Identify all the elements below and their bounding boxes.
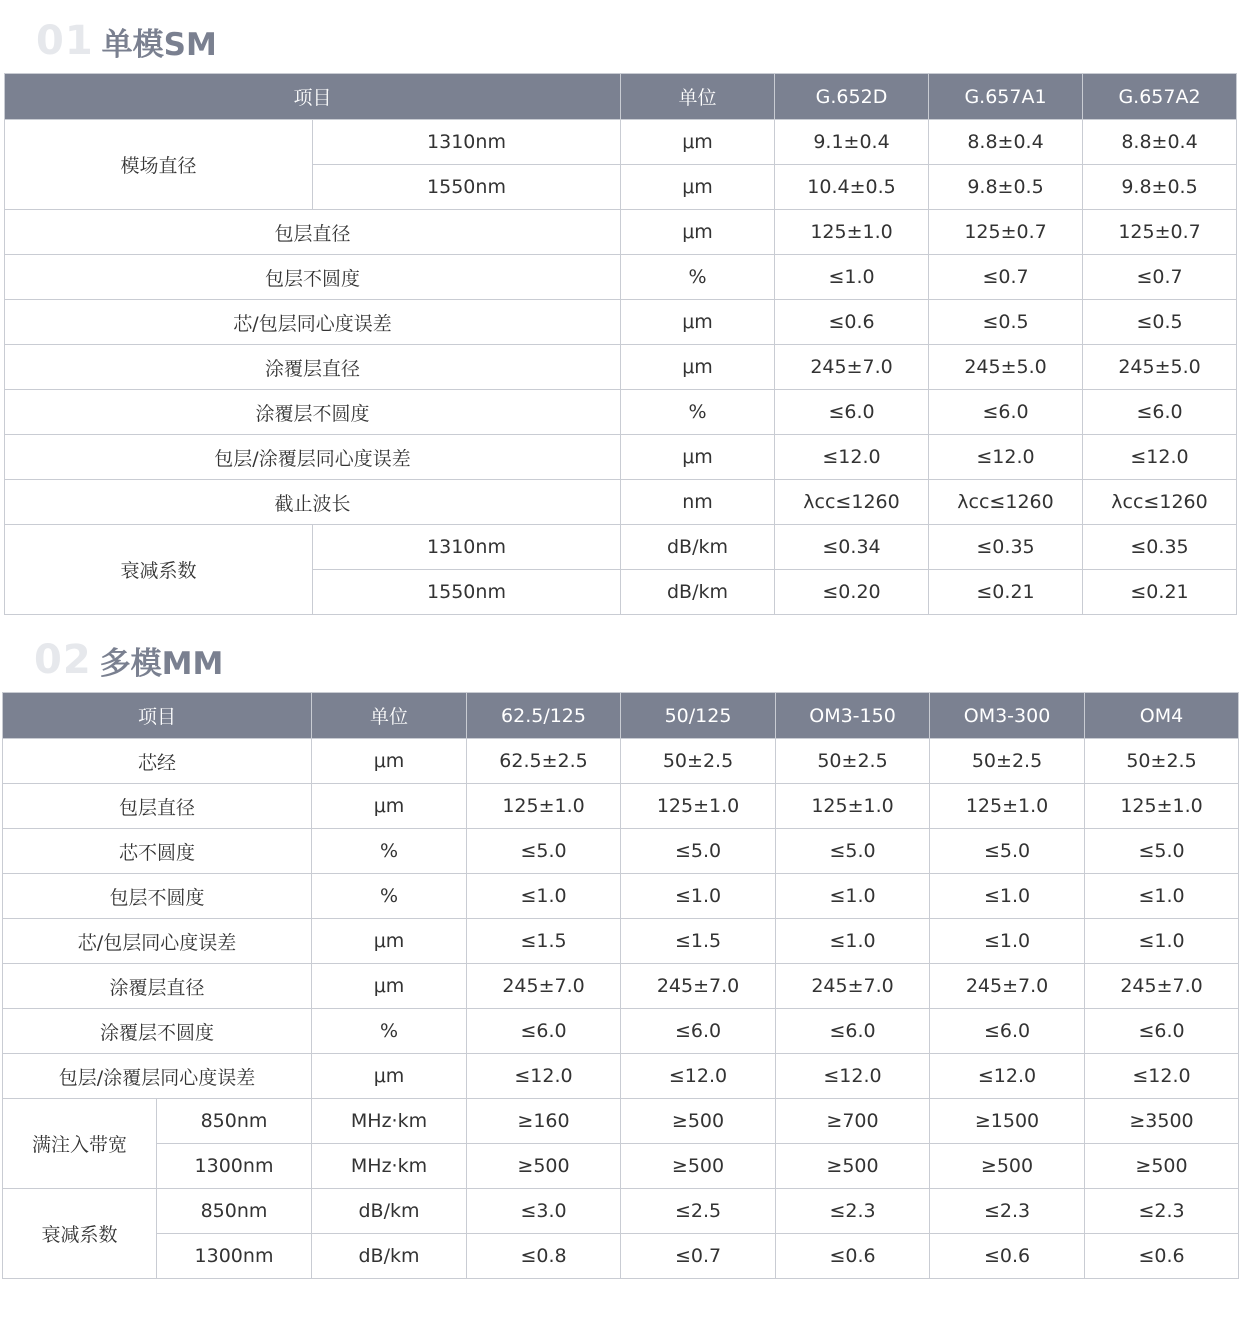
header-50-125: 50/125	[621, 693, 776, 739]
cell-value: ≥500	[776, 1144, 930, 1189]
row-sublabel: 1300nm	[157, 1234, 312, 1279]
row-unit: MHz·km	[312, 1099, 467, 1144]
row-unit: μm	[621, 165, 775, 210]
row-sublabel: 1310nm	[313, 120, 621, 165]
cell-value: ≤1.0	[776, 874, 930, 919]
row-label: 模场直径	[5, 120, 313, 210]
cell-value: ≤1.0	[776, 919, 930, 964]
cell-value: ≤5.0	[776, 829, 930, 874]
cell-value: 125±1.0	[776, 784, 930, 829]
section-number: 01	[36, 18, 94, 64]
table-row	[3, 784, 1239, 829]
cell-value: 125±1.0	[930, 784, 1085, 829]
header-g657a1: G.657A1	[929, 74, 1083, 120]
multi-mode-spec-table	[2, 692, 1239, 1279]
cell-value: ≤12.0	[467, 1054, 621, 1099]
row-label: 涂覆层不圆度	[3, 1009, 312, 1054]
row-label: 衰减系数	[5, 525, 313, 615]
cell-value: ≤0.5	[929, 300, 1083, 345]
section-heading: 多模MM	[99, 645, 224, 682]
cell-value: ≤6.0	[775, 390, 929, 435]
cell-value: 245±5.0	[1083, 345, 1237, 390]
header-om4: OM4	[1085, 693, 1239, 739]
header-om3-300: OM3-300	[930, 693, 1085, 739]
table-row	[5, 120, 1237, 165]
cell-value: ≤12.0	[776, 1054, 930, 1099]
cell-value: ≤5.0	[621, 829, 776, 874]
table-row	[3, 739, 1239, 784]
row-unit: μm	[312, 1054, 467, 1099]
table-row	[5, 435, 1237, 480]
cell-value: 245±7.0	[775, 345, 929, 390]
table-header-row	[3, 693, 1239, 739]
cell-value: ≤12.0	[1085, 1054, 1239, 1099]
row-unit: μm	[312, 739, 467, 784]
section-title-mm	[34, 635, 223, 685]
cell-value: 125±1.0	[775, 210, 929, 255]
row-unit: μm	[312, 784, 467, 829]
row-unit: %	[312, 874, 467, 919]
cell-value: ≤0.7	[621, 1234, 776, 1279]
table-row	[5, 390, 1237, 435]
cell-value: λcc≤1260	[775, 480, 929, 525]
cell-value: ≤0.34	[775, 525, 929, 570]
table-row	[3, 874, 1239, 919]
row-label: 衰减系数	[3, 1189, 157, 1279]
section-heading: 单模SM	[101, 26, 217, 63]
row-unit: %	[312, 829, 467, 874]
cell-value: ≤1.0	[467, 874, 621, 919]
section-number: 02	[34, 637, 92, 683]
row-label: 包层直径	[3, 784, 312, 829]
cell-value: ≤6.0	[1085, 1009, 1239, 1054]
cell-value: ≤6.0	[1083, 390, 1237, 435]
cell-value: ≤0.6	[930, 1234, 1085, 1279]
row-label: 涂覆层不圆度	[5, 390, 621, 435]
cell-value: 9.8±0.5	[1083, 165, 1237, 210]
row-unit: dB/km	[621, 525, 775, 570]
cell-value: 125±1.0	[1085, 784, 1239, 829]
cell-value: 125±0.7	[1083, 210, 1237, 255]
row-unit: %	[621, 390, 775, 435]
cell-value: λcc≤1260	[929, 480, 1083, 525]
cell-value: 9.8±0.5	[929, 165, 1083, 210]
row-label: 芯不圆度	[3, 829, 312, 874]
row-unit: μm	[621, 345, 775, 390]
table-row	[5, 480, 1237, 525]
table-row	[3, 1099, 1239, 1144]
cell-value: ≤6.0	[467, 1009, 621, 1054]
row-label: 芯/包层同心度误差	[5, 300, 621, 345]
header-item: 项目	[3, 693, 312, 739]
cell-value: ≤1.0	[1085, 874, 1239, 919]
cell-value: ≥160	[467, 1099, 621, 1144]
cell-value: 125±1.0	[621, 784, 776, 829]
cell-value: ≥3500	[1085, 1099, 1239, 1144]
row-label: 包层直径	[5, 210, 621, 255]
row-label: 芯/包层同心度误差	[3, 919, 312, 964]
header-g652d: G.652D	[775, 74, 929, 120]
cell-value: ≤1.0	[930, 919, 1085, 964]
table-row	[5, 255, 1237, 300]
cell-value: 245±7.0	[467, 964, 621, 1009]
cell-value: 245±7.0	[621, 964, 776, 1009]
cell-value: 125±0.7	[929, 210, 1083, 255]
cell-value: 9.1±0.4	[775, 120, 929, 165]
row-label: 芯经	[3, 739, 312, 784]
cell-value: ≤12.0	[1083, 435, 1237, 480]
row-sublabel: 1310nm	[313, 525, 621, 570]
cell-value: 125±1.0	[467, 784, 621, 829]
row-sublabel: 850nm	[157, 1099, 312, 1144]
cell-value: ≥700	[776, 1099, 930, 1144]
cell-value: ≤12.0	[775, 435, 929, 480]
header-unit: 单位	[621, 74, 775, 120]
cell-value: ≤12.0	[621, 1054, 776, 1099]
cell-value: ≤5.0	[1085, 829, 1239, 874]
cell-value: ≤12.0	[930, 1054, 1085, 1099]
header-unit: 单位	[312, 693, 467, 739]
cell-value: ≤0.35	[929, 525, 1083, 570]
header-om3-150: OM3-150	[776, 693, 930, 739]
cell-value: 245±7.0	[1085, 964, 1239, 1009]
cell-value: ≥500	[930, 1144, 1085, 1189]
cell-value: ≤0.6	[776, 1234, 930, 1279]
cell-value: 8.8±0.4	[929, 120, 1083, 165]
cell-value: ≤0.21	[929, 570, 1083, 615]
row-unit: μm	[621, 210, 775, 255]
row-label: 包层不圆度	[5, 255, 621, 300]
row-unit: μm	[621, 435, 775, 480]
row-unit: μm	[621, 300, 775, 345]
cell-value: ≤2.5	[621, 1189, 776, 1234]
table-row	[5, 300, 1237, 345]
row-label: 涂覆层直径	[3, 964, 312, 1009]
cell-value: ≥500	[467, 1144, 621, 1189]
table-row	[3, 1054, 1239, 1099]
cell-value: λcc≤1260	[1083, 480, 1237, 525]
cell-value: 8.8±0.4	[1083, 120, 1237, 165]
header-item: 项目	[5, 74, 621, 120]
cell-value: ≥500	[621, 1144, 776, 1189]
header-62-5-125: 62.5/125	[467, 693, 621, 739]
row-label: 包层/涂覆层同心度误差	[5, 435, 621, 480]
cell-value: ≤1.5	[621, 919, 776, 964]
cell-value: 50±2.5	[621, 739, 776, 784]
header-g657a2: G.657A2	[1083, 74, 1237, 120]
row-unit: %	[621, 255, 775, 300]
row-label: 满注入带宽	[3, 1099, 157, 1189]
table-row	[5, 345, 1237, 390]
cell-value: ≤1.0	[930, 874, 1085, 919]
cell-value: ≤0.7	[929, 255, 1083, 300]
cell-value: ≤0.21	[1083, 570, 1237, 615]
cell-value: 62.5±2.5	[467, 739, 621, 784]
cell-value: ≤0.5	[1083, 300, 1237, 345]
row-unit: dB/km	[312, 1189, 467, 1234]
cell-value: ≤6.0	[776, 1009, 930, 1054]
row-unit: dB/km	[621, 570, 775, 615]
row-unit: μm	[312, 964, 467, 1009]
cell-value: ≤2.3	[776, 1189, 930, 1234]
row-unit: nm	[621, 480, 775, 525]
cell-value: ≥500	[621, 1099, 776, 1144]
cell-value: ≤0.6	[1085, 1234, 1239, 1279]
row-label: 包层不圆度	[3, 874, 312, 919]
section-title-sm	[36, 16, 217, 66]
row-unit: μm	[621, 120, 775, 165]
table-row	[3, 1009, 1239, 1054]
cell-value: 245±5.0	[929, 345, 1083, 390]
cell-value: ≥1500	[930, 1099, 1085, 1144]
cell-value: ≤6.0	[929, 390, 1083, 435]
cell-value: 245±7.0	[776, 964, 930, 1009]
cell-value: ≤1.0	[775, 255, 929, 300]
cell-value: 50±2.5	[930, 739, 1085, 784]
cell-value: ≤5.0	[467, 829, 621, 874]
row-unit: dB/km	[312, 1234, 467, 1279]
cell-value: ≤6.0	[930, 1009, 1085, 1054]
row-unit: μm	[312, 919, 467, 964]
table-row	[3, 829, 1239, 874]
cell-value: ≤5.0	[930, 829, 1085, 874]
cell-value: ≤1.0	[1085, 919, 1239, 964]
cell-value: ≤0.6	[775, 300, 929, 345]
cell-value: ≤1.0	[621, 874, 776, 919]
row-label: 涂覆层直径	[5, 345, 621, 390]
cell-value: 50±2.5	[1085, 739, 1239, 784]
cell-value: 50±2.5	[776, 739, 930, 784]
table-header-row	[5, 74, 1237, 120]
table-row	[3, 1234, 1239, 1279]
table-row	[3, 964, 1239, 1009]
row-sublabel: 1300nm	[157, 1144, 312, 1189]
cell-value: ≤6.0	[621, 1009, 776, 1054]
single-mode-spec-table	[4, 73, 1237, 615]
cell-value: ≤2.3	[930, 1189, 1085, 1234]
cell-value: ≤3.0	[467, 1189, 621, 1234]
table-row	[5, 210, 1237, 255]
table-row	[3, 1144, 1239, 1189]
cell-value: ≤0.35	[1083, 525, 1237, 570]
cell-value: ≤12.0	[929, 435, 1083, 480]
cell-value: ≤2.3	[1085, 1189, 1239, 1234]
row-label: 包层/涂覆层同心度误差	[3, 1054, 312, 1099]
row-sublabel: 1550nm	[313, 165, 621, 210]
row-sublabel: 1550nm	[313, 570, 621, 615]
cell-value: 245±7.0	[930, 964, 1085, 1009]
row-sublabel: 850nm	[157, 1189, 312, 1234]
cell-value: ≤1.5	[467, 919, 621, 964]
table-row	[3, 1189, 1239, 1234]
row-unit: %	[312, 1009, 467, 1054]
row-label: 截止波长	[5, 480, 621, 525]
table-row	[5, 525, 1237, 570]
cell-value: ≤0.20	[775, 570, 929, 615]
table-row	[3, 919, 1239, 964]
cell-value: ≤0.7	[1083, 255, 1237, 300]
row-unit: MHz·km	[312, 1144, 467, 1189]
cell-value: 10.4±0.5	[775, 165, 929, 210]
cell-value: ≤0.8	[467, 1234, 621, 1279]
cell-value: ≥500	[1085, 1144, 1239, 1189]
